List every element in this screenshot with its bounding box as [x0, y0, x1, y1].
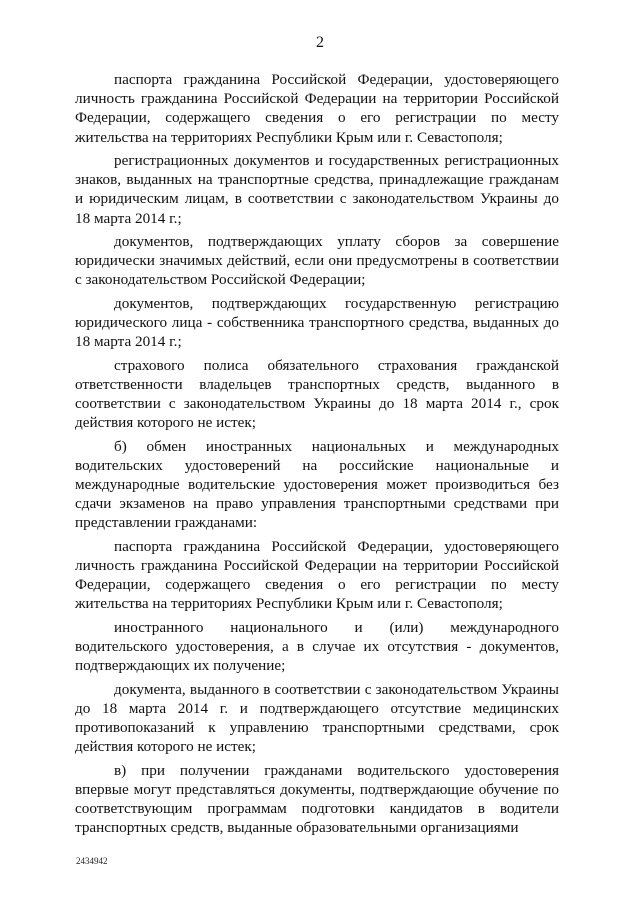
paragraph-registration-documents: регистрационных документов и государственных регистрационных знаков, выданных на транспортные средства, принадлежащие гражданам и юридическим лицам, в соответствии с законодательством Украины до 18 марта 2014 г.; [75, 152, 559, 227]
paragraph-passport: паспорта гражданина Российской Федерации, удостоверяющего личность гражданина Российской Федерации на территории Российской Федерации, содержащего сведения о его регистрации по месту жительства на территориях Республики Крым или г. Севастополя; [75, 71, 559, 146]
paragraph-fee-documents: документов, подтверждающих уплату сборов за совершение юридически значимых действий, если они предусмотрены в соответствии с законодательством Российской Федерации; [75, 233, 559, 289]
paragraph-insurance-policy: страхового полиса обязательного страхования гражданской ответственности владельцев транспортных средств, выданного в соответствии с законодательством Украины до 18 марта 2014 г., срок действия которого не истек; [75, 356, 559, 432]
paragraph-passport-repeat: паспорта гражданина Российской Федерации, удостоверяющего личность гражданина Российской Федерации на территории Российской Федерации, содержащего сведения о его регистрации по месту жительства на территориях Республики Крым или г. Севастополя; [75, 537, 559, 613]
document-body [75, 70, 559, 842]
paragraph-medical-document: документа, выданного в соответствии с законодательством Украины до 18 марта 2014 г. и подтверждающего отсутствие медицинских противопоказаний к управлению транспортными средствами, срок действия которого не истек; [75, 680, 559, 756]
page-number: 2 [316, 34, 324, 51]
document-id: 2434942 [76, 856, 108, 866]
paragraph-legal-entity-registration: документов, подтверждающих государственную регистрацию юридического лица - собственника транспортного средства, выданных до 18 марта 2014 г.; [75, 294, 559, 351]
paragraph-first-license: в) при получении гражданами водительского удостоверения впервые могут представляться документы, подтверждающие обучение по соответствующим программам подготовки кандидатов в водители транспортных средств, выданные образовательными организациями [75, 761, 559, 837]
paragraph-foreign-license: иностранного национального и (или) международного водительского удостоверения, а в случае их отсутствия - документов, подтверждающих их получение; [75, 618, 559, 675]
paragraph-license-exchange: б) обмен иностранных национальных и международных водительских удостоверений на российские национальные и международные водительские удостоверения может производиться без сдачи экзаменов на право управления транспортными средствами при представлении гражданами: [75, 437, 559, 532]
